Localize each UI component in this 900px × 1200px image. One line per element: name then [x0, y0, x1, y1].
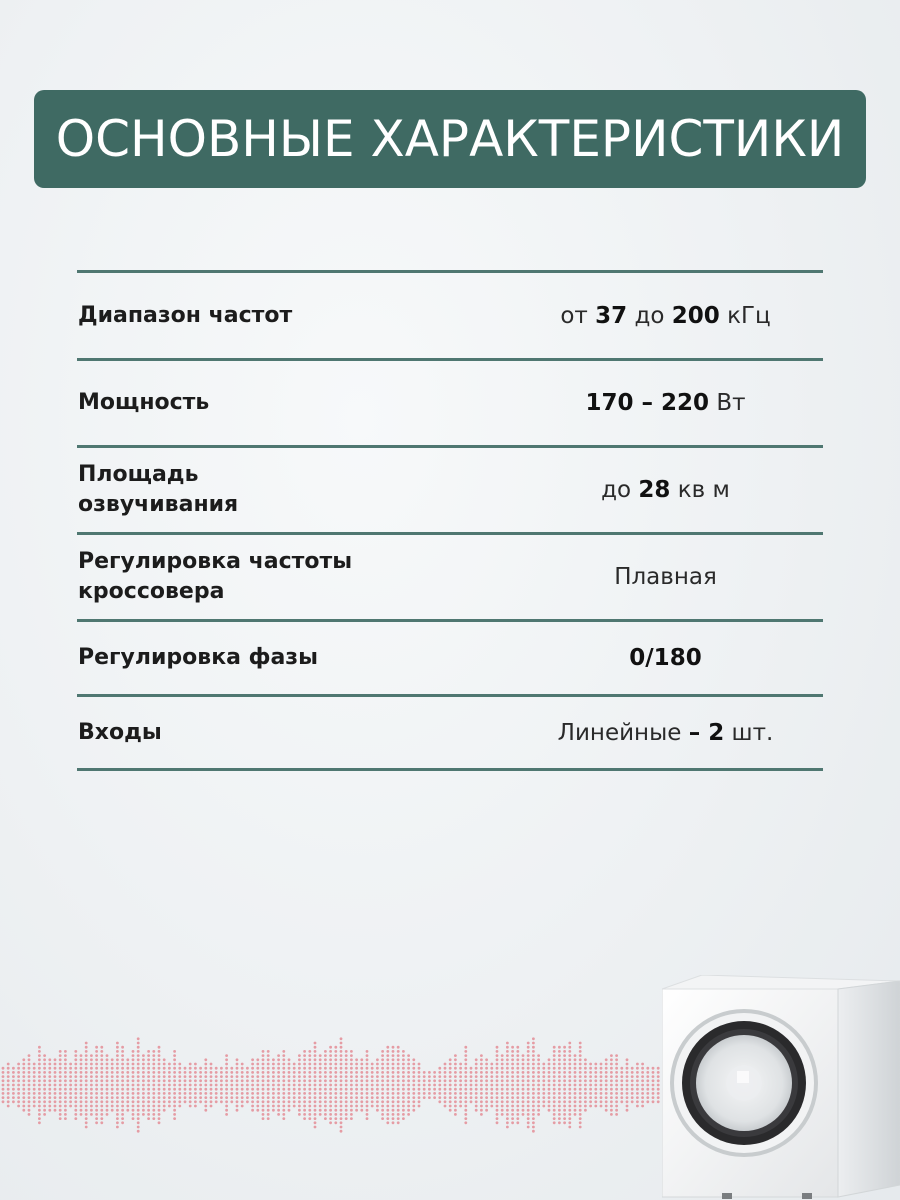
subwoofer-foot [722, 1193, 732, 1199]
subwoofer-foot [802, 1193, 812, 1199]
sound-wave-graphic [0, 1020, 680, 1150]
spec-row-inputs [77, 697, 823, 768]
spec-value: Плавная [614, 564, 717, 590]
spec-value: 0/180 [629, 645, 702, 671]
divider [77, 768, 823, 771]
page-title: ОСНОВНЫЕ ХАРАКТЕРИСТИКИ [55, 110, 845, 168]
spec-row-phase-adjustment [77, 622, 823, 694]
spec-row-coverage-area [77, 448, 823, 532]
spec-value: до 28 кв м [601, 477, 730, 503]
spec-label: Мощность [78, 390, 210, 415]
spec-row-frequency-range [77, 273, 823, 358]
spec-label: Регулировка частоты кроссовера [78, 549, 353, 604]
spec-label: Регулировка фазы [78, 645, 318, 670]
speaker-driver [670, 1009, 818, 1157]
spec-value: Линейные – 2 шт. [557, 719, 774, 746]
spec-table [77, 270, 823, 771]
spec-label: Площадь озвучивания [78, 462, 239, 517]
title-banner [34, 90, 866, 188]
subwoofer-image [662, 975, 900, 1200]
spec-row-crossover-adjustment [77, 535, 823, 619]
spec-value: 170 – 220 Вт [585, 390, 746, 416]
spec-value: от 37 до 200 кГц [560, 302, 771, 329]
spec-row-power [77, 361, 823, 445]
spec-label: Входы [78, 719, 162, 745]
spec-label: Диапазон частот [78, 302, 293, 328]
